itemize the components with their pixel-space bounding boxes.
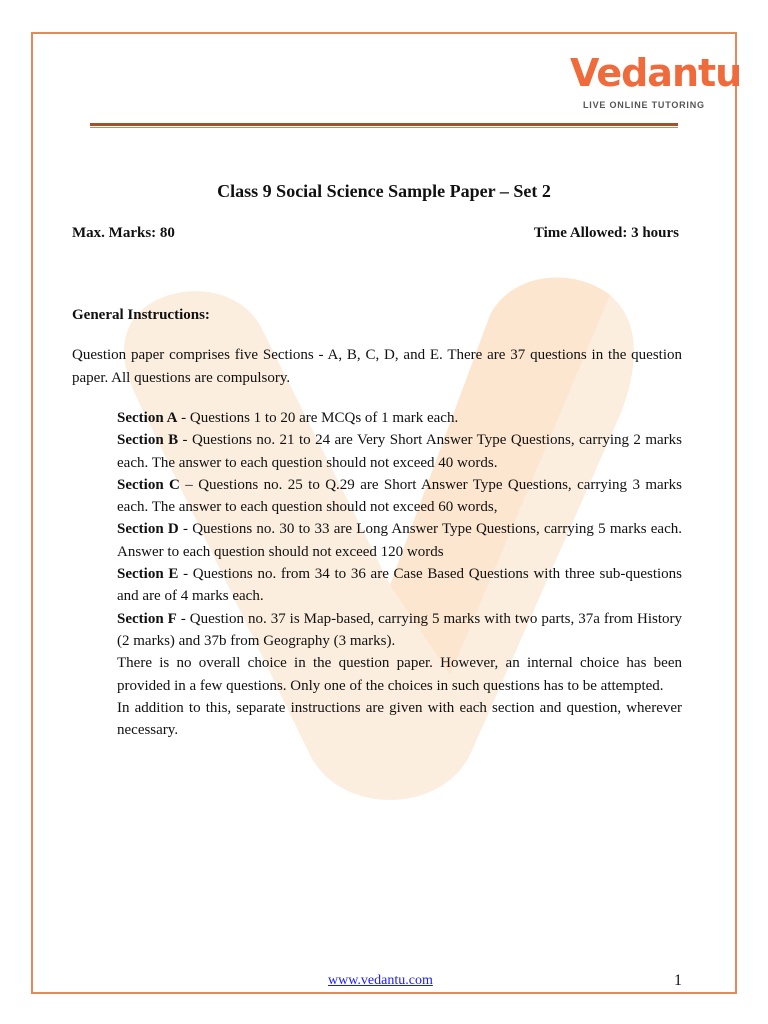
section-item <box>117 407 682 429</box>
note-choice: There is no overall choice in the question paper. However, an internal choice has been provided in a few questions. Only one of the choices in such questions has to be attempted. <box>117 655 682 694</box>
note-additional: In addition to this, separate instructions are given with each section and question, wherever necessary. <box>117 699 682 739</box>
section-label: Section B <box>117 432 179 449</box>
section-label: Section A <box>117 410 178 426</box>
section-item <box>117 563 682 608</box>
section-list <box>117 407 682 741</box>
section-item <box>117 608 682 653</box>
section-text: – Questions no. 25 to Q.29 are Short Answer Type Questions, carrying 3 marks each. The answer to each question should not exceed 60 words, <box>117 476 683 516</box>
section-label: Section E <box>117 566 179 583</box>
section-label: Section C <box>117 476 180 493</box>
section-text: - Questions no. 21 to 24 are Very Short Answer Type Questions, carrying 2 marks each. The answer to each question should not exceed 40 words. <box>117 432 683 471</box>
page-number: 1 <box>674 972 682 989</box>
section-label: Section D <box>117 521 179 538</box>
section-item <box>117 474 682 519</box>
instructions-heading: General Instructions: <box>72 307 210 323</box>
logo-wordmark: Vedantu <box>570 51 742 95</box>
header-rule-thin <box>90 127 678 128</box>
time-allowed: Time Allowed: 3 hours <box>533 225 679 241</box>
vedantu-logo <box>570 48 742 118</box>
header-rule <box>90 123 678 126</box>
section-text: - Questions 1 to 20 are MCQs of 1 mark each. <box>177 410 459 426</box>
logo-tagline: LIVE ONLINE TUTORING <box>583 100 705 110</box>
footer-website-link[interactable]: www.vedantu.com <box>328 973 433 988</box>
section-text: - Questions no. from 34 to 36 are Case Based Questions with three sub-questions and are of 4 marks each. <box>117 566 683 605</box>
section-label: Section F <box>117 610 177 627</box>
instructions-intro: Question paper comprises five Sections - A, B, C, D, and E. There are 37 questions in the question paper. All questions are compulsory. <box>72 347 682 386</box>
section-text: - Question no. 37 is Map-based, carrying 5 marks with two parts, 37a from History (2 marks) and 37b from Geography (3 marks). <box>117 610 683 649</box>
section-text: - Questions no. 30 to 33 are Long Answer Type Questions, carrying 5 marks each. Answer to each question should not exceed 120 words <box>117 521 682 560</box>
section-item <box>117 518 682 563</box>
section-item <box>117 429 682 474</box>
max-marks: Max. Marks: 80 <box>72 225 175 241</box>
page-title: Class 9 Social Science Sample Paper – Set 2 <box>217 181 551 201</box>
